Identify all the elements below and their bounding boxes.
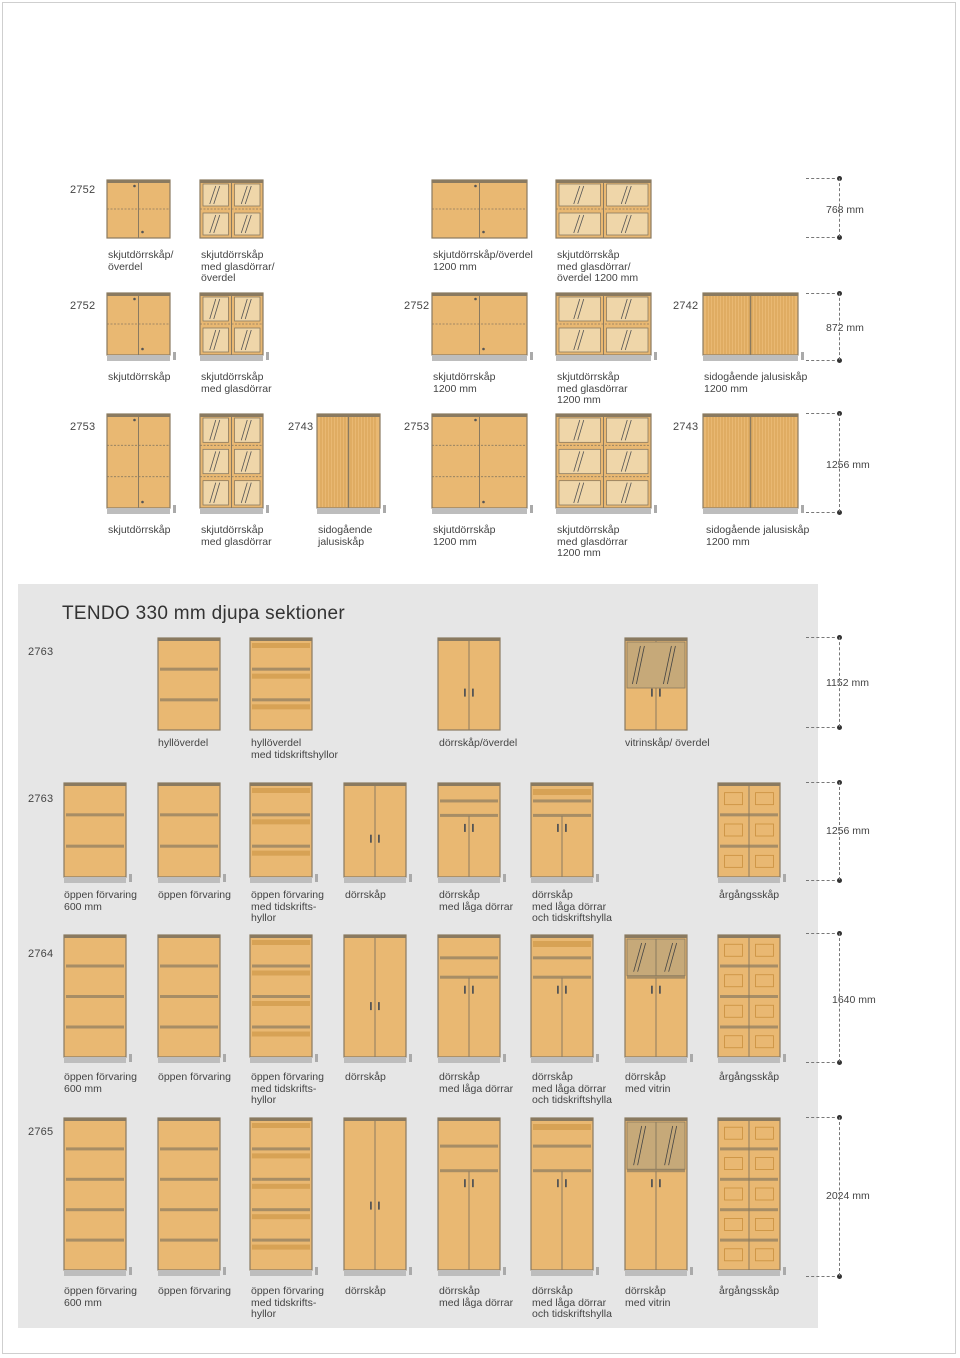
cabinet-label: skjutdörrskåp med glasdörrar 1200 mm (557, 524, 628, 559)
cabinet-label: dörrskåp med låga dörrar och tidskriftshylla (532, 1071, 612, 1106)
cabinet-illustration (250, 1118, 320, 1284)
cabinet-illustration (344, 1118, 414, 1284)
article-number: 2752 (404, 300, 430, 312)
article-number: 2763 (28, 793, 54, 805)
cabinet-label: dörrskåp (345, 1071, 386, 1083)
height-dimension: 1256 mm (826, 459, 870, 471)
cabinet-label: öppen förvaring 600 mm (64, 1285, 137, 1309)
dimension-line (806, 413, 840, 414)
cabinet-illustration (531, 783, 601, 891)
dimension-line (806, 512, 840, 513)
cabinet-label: årgångsskåp (719, 889, 780, 901)
cabinet-illustration (200, 414, 271, 522)
cabinet-illustration (344, 935, 414, 1071)
dimension-vertical (839, 1117, 840, 1276)
cabinet-illustration (718, 783, 788, 891)
cabinet-illustration (158, 783, 228, 891)
cabinet-label: dörrskåp (345, 889, 386, 901)
height-dimension: 872 mm (826, 322, 864, 334)
cabinet-illustration (438, 1118, 508, 1284)
cabinet-illustration (344, 783, 414, 891)
cabinet-illustration (250, 783, 320, 891)
dimension-vertical (839, 782, 840, 880)
height-dimension: 1152 mm (826, 677, 869, 689)
cabinet-label: dörrskåp med låga dörrar (439, 1285, 514, 1309)
cabinet-illustration (158, 935, 228, 1071)
cabinet-label: hyllöverdel (158, 737, 209, 749)
cabinet-label: dörrskåp med vitrin (625, 1071, 671, 1095)
article-number: 2753 (404, 421, 430, 433)
cabinet-label: skjutdörrskåp med glasdörrar/ överdel (201, 249, 275, 284)
cabinet-illustration (556, 414, 659, 522)
cabinet-illustration (556, 180, 659, 240)
cabinet-illustration (531, 935, 601, 1071)
cabinet-label: dörrskåp/överdel (439, 737, 518, 749)
cabinet-illustration (625, 638, 695, 732)
dimension-line (806, 1276, 840, 1277)
cabinet-illustration (556, 293, 659, 369)
cabinet-label: hyllöverdel med tidskriftshyllor (251, 737, 338, 761)
dimension-line (806, 293, 840, 294)
cabinet-label: skjutdörrskåp 1200 mm (433, 524, 496, 548)
tendo-section-background (18, 584, 818, 1328)
cabinet-illustration (64, 1118, 134, 1284)
cabinet-illustration (531, 1118, 601, 1284)
cabinet-label: dörrskåp med låga dörrar och tidskriftshylla (532, 1285, 612, 1320)
cabinet-label: öppen förvaring med tidskrifts- hyllor (251, 1071, 324, 1106)
cabinet-label: sidogående jalusiskåp (318, 524, 373, 548)
cabinet-label: öppen förvaring (158, 1071, 231, 1083)
cabinet-label: dörrskåp (345, 1285, 386, 1297)
dimension-line (806, 727, 840, 728)
cabinet-illustration (438, 638, 508, 732)
cabinet-label: årgångsskåp (719, 1285, 780, 1297)
dimension-line (806, 637, 840, 638)
cabinet-illustration (158, 638, 228, 732)
cabinet-label: öppen förvaring (158, 889, 231, 901)
dimension-line (806, 1117, 840, 1118)
cabinet-label: öppen förvaring med tidskrifts- hyllor (251, 889, 324, 924)
cabinet-illustration (703, 414, 806, 522)
article-number: 2743 (673, 421, 699, 433)
height-dimension: 768 mm (826, 204, 864, 216)
cabinet-label: öppen förvaring med tidskrifts- hyllor (251, 1285, 324, 1320)
dimension-line (806, 178, 840, 179)
dimension-vertical (839, 933, 840, 1062)
cabinet-label: skjutdörrskåp/ överdel (108, 249, 174, 273)
cabinet-illustration (432, 293, 535, 369)
article-number: 2765 (28, 1126, 54, 1138)
cabinet-label: sidogående jalusiskåp 1200 mm (706, 524, 810, 548)
cabinet-illustration (718, 935, 788, 1071)
cabinet-illustration (432, 414, 535, 522)
cabinet-illustration (200, 293, 271, 369)
height-dimension: 1640 mm (832, 994, 876, 1006)
cabinet-label: sidogående jalusiskåp 1200 mm (704, 371, 808, 395)
cabinet-illustration (158, 1118, 228, 1284)
cabinet-label: öppen förvaring (158, 1285, 231, 1297)
cabinet-illustration (625, 1118, 695, 1284)
cabinet-illustration (718, 1118, 788, 1284)
height-dimension: 1256 mm (826, 825, 870, 837)
dimension-vertical (839, 293, 840, 360)
cabinet-label: skjutdörrskåp med glasdörrar/ överdel 1200 mm (557, 249, 639, 284)
dimension-vertical (839, 178, 840, 237)
cabinet-illustration (107, 414, 178, 522)
cabinet-label: öppen förvaring 600 mm (64, 1071, 137, 1095)
cabinet-illustration (703, 293, 806, 369)
article-number: 2753 (70, 421, 96, 433)
article-number: 2752 (70, 300, 96, 312)
cabinet-label: dörrskåp med låga dörrar (439, 1071, 514, 1095)
dimension-line (806, 782, 840, 783)
section-title: TENDO 330 mm djupa sektioner (62, 603, 345, 624)
dimension-vertical (839, 637, 840, 727)
cabinet-label: skjutdörrskåp (108, 524, 171, 536)
cabinet-illustration (107, 293, 178, 369)
cabinet-label: öppen förvaring 600 mm (64, 889, 137, 913)
cabinet-illustration (64, 935, 134, 1071)
article-number: 2764 (28, 948, 54, 960)
article-number: 2752 (70, 184, 96, 196)
cabinet-illustration (64, 783, 134, 891)
dimension-line (806, 933, 840, 934)
cabinet-illustration (317, 414, 388, 522)
height-dimension: 2024 mm (826, 1190, 870, 1202)
article-number: 2742 (673, 300, 699, 312)
cabinet-label: skjutdörrskåp 1200 mm (433, 371, 496, 395)
cabinet-label: årgångsskåp (719, 1071, 780, 1083)
article-number: 2743 (288, 421, 314, 433)
cabinet-illustration (200, 180, 271, 240)
cabinet-label: dörrskåp med låga dörrar (439, 889, 514, 913)
dimension-line (806, 237, 840, 238)
cabinet-illustration (625, 935, 695, 1071)
cabinet-illustration (107, 180, 178, 240)
cabinet-label: skjutdörrskåp med glasdörrar (201, 524, 272, 548)
cabinet-label: skjutdörrskåp (108, 371, 171, 383)
cabinet-label: dörrskåp med vitrin (625, 1285, 671, 1309)
cabinet-illustration (438, 783, 508, 891)
cabinet-illustration (250, 935, 320, 1071)
cabinet-label: skjutdörrskåp med glasdörrar (201, 371, 272, 395)
dimension-line (806, 880, 840, 881)
cabinet-illustration (438, 935, 508, 1071)
cabinet-label: dörrskåp med låga dörrar och tidskriftshylla (532, 889, 612, 924)
cabinet-label: skjutdörrskåp med glasdörrar 1200 mm (557, 371, 628, 406)
dimension-line (806, 1062, 840, 1063)
dimension-vertical (839, 413, 840, 512)
cabinet-illustration (250, 638, 320, 732)
cabinet-label: vitrinskåp/ överdel (625, 737, 710, 749)
dimension-line (806, 360, 840, 361)
cabinet-illustration (432, 180, 535, 240)
cabinet-label: skjutdörrskåp/överdel 1200 mm (433, 249, 533, 273)
article-number: 2763 (28, 646, 54, 658)
